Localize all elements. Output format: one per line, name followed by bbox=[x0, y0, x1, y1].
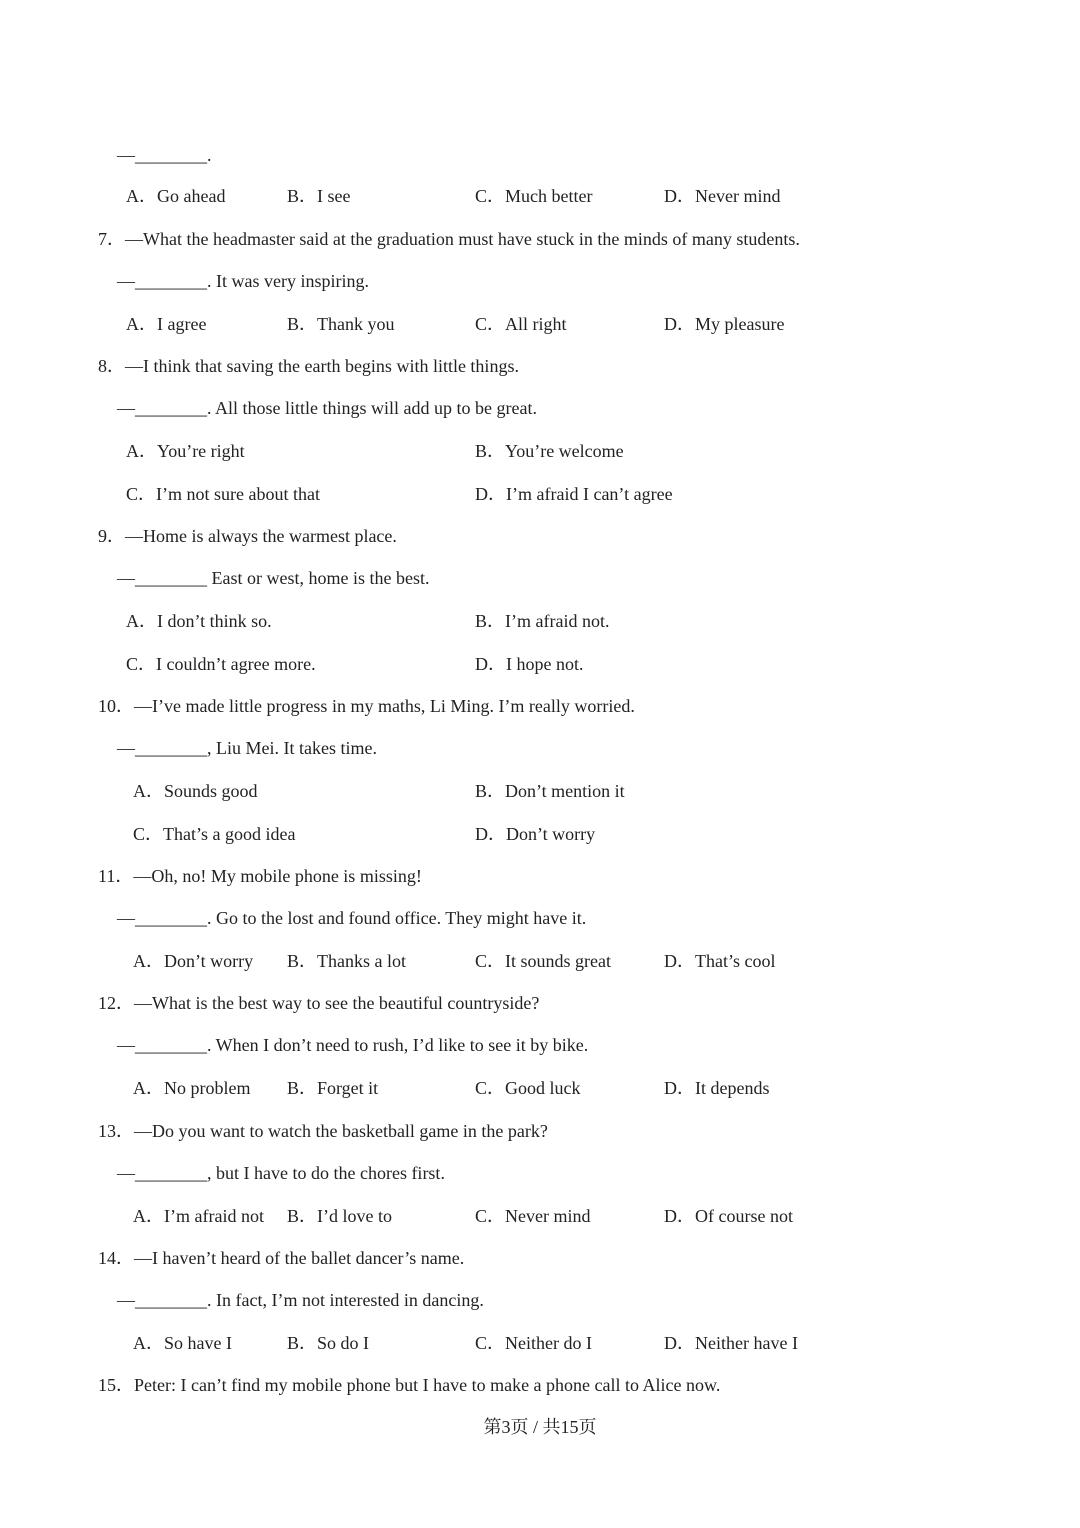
option-a: A．Don’t worry bbox=[133, 951, 254, 971]
option-a: A．I don’t think so. bbox=[126, 611, 272, 631]
option-b: B．Thanks a lot bbox=[287, 951, 406, 971]
answer-line: —________. bbox=[117, 145, 212, 165]
option-b: B．You’re welcome bbox=[475, 441, 624, 461]
option-a: A．I agree bbox=[126, 314, 207, 334]
answer-line: —________. It was very inspiring. bbox=[117, 271, 369, 291]
question-text: 9．—Home is always the warmest place. bbox=[98, 526, 397, 546]
option-d: D．I hope not. bbox=[475, 654, 584, 674]
option-b: B．I’d love to bbox=[287, 1206, 392, 1226]
answer-line: —________, Liu Mei. It takes time. bbox=[117, 738, 377, 758]
option-d: D．I’m afraid I can’t agree bbox=[475, 484, 673, 504]
answer-line: —________ East or west, home is the best. bbox=[117, 568, 430, 588]
option-d: D．Neither have I bbox=[664, 1333, 798, 1353]
question-text: 10．—I’ve made little progress in my maths, Li Ming. I’m really worried. bbox=[98, 696, 635, 716]
option-a: A．Go ahead bbox=[126, 186, 226, 206]
option-b: B．So do I bbox=[287, 1333, 370, 1353]
option-b: B．I’m afraid not. bbox=[475, 611, 610, 631]
option-d: D．Never mind bbox=[664, 186, 781, 206]
option-b: B．I see bbox=[287, 186, 351, 206]
option-c: C．It sounds great bbox=[475, 951, 611, 971]
option-d: D．Don’t worry bbox=[475, 824, 596, 844]
question-text: 12．—What is the best way to see the beautiful countryside? bbox=[98, 993, 540, 1013]
option-d: D．It depends bbox=[664, 1078, 770, 1098]
question-text: 11．—Oh, no! My mobile phone is missing! bbox=[98, 866, 422, 886]
question-text: 8．—I think that saving the earth begins with little things. bbox=[98, 356, 519, 376]
option-d: D．Of course not bbox=[664, 1206, 793, 1226]
option-a: A．You’re right bbox=[126, 441, 245, 461]
option-d: D．That’s cool bbox=[664, 951, 776, 971]
option-c: C．That’s a good idea bbox=[133, 824, 296, 844]
answer-line: —________. Go to the lost and found office. They might have it. bbox=[117, 908, 587, 928]
answer-line: —________. All those little things will add up to be great. bbox=[117, 398, 537, 418]
question-text: 7．—What the headmaster said at the graduation must have stuck in the minds of many students. bbox=[98, 229, 800, 249]
answer-line: —________, but I have to do the chores first. bbox=[117, 1163, 445, 1183]
question-text: 15．Peter: I can’t find my mobile phone but I have to make a phone call to Alice now. bbox=[98, 1375, 721, 1395]
option-b: B．Thank you bbox=[287, 314, 395, 334]
option-c: C．Neither do I bbox=[475, 1333, 592, 1353]
answer-line: —________. In fact, I’m not interested in dancing. bbox=[117, 1290, 484, 1310]
option-c: C．I’m not sure about that bbox=[126, 484, 320, 504]
option-a: A．So have I bbox=[133, 1333, 232, 1353]
option-c: C．Never mind bbox=[475, 1206, 591, 1226]
option-a: A．No problem bbox=[133, 1078, 251, 1098]
page-footer: 第3页 / 共15页 bbox=[483, 1417, 597, 1437]
option-a: A．Sounds good bbox=[133, 781, 258, 801]
option-c: C．All right bbox=[475, 314, 567, 334]
option-d: D．My pleasure bbox=[664, 314, 785, 334]
option-c: C．I couldn’t agree more. bbox=[126, 654, 316, 674]
option-b: B．Don’t mention it bbox=[475, 781, 625, 801]
option-c: C．Much better bbox=[475, 186, 593, 206]
option-a: A．I’m afraid not bbox=[133, 1206, 264, 1226]
option-b: B．Forget it bbox=[287, 1078, 379, 1098]
option-c: C．Good luck bbox=[475, 1078, 581, 1098]
answer-line: —________. When I don’t need to rush, I’d like to see it by bike. bbox=[117, 1035, 589, 1055]
question-text: 13．—Do you want to watch the basketball game in the park? bbox=[98, 1121, 548, 1141]
question-text: 14．—I haven’t heard of the ballet dancer’s name. bbox=[98, 1248, 465, 1268]
